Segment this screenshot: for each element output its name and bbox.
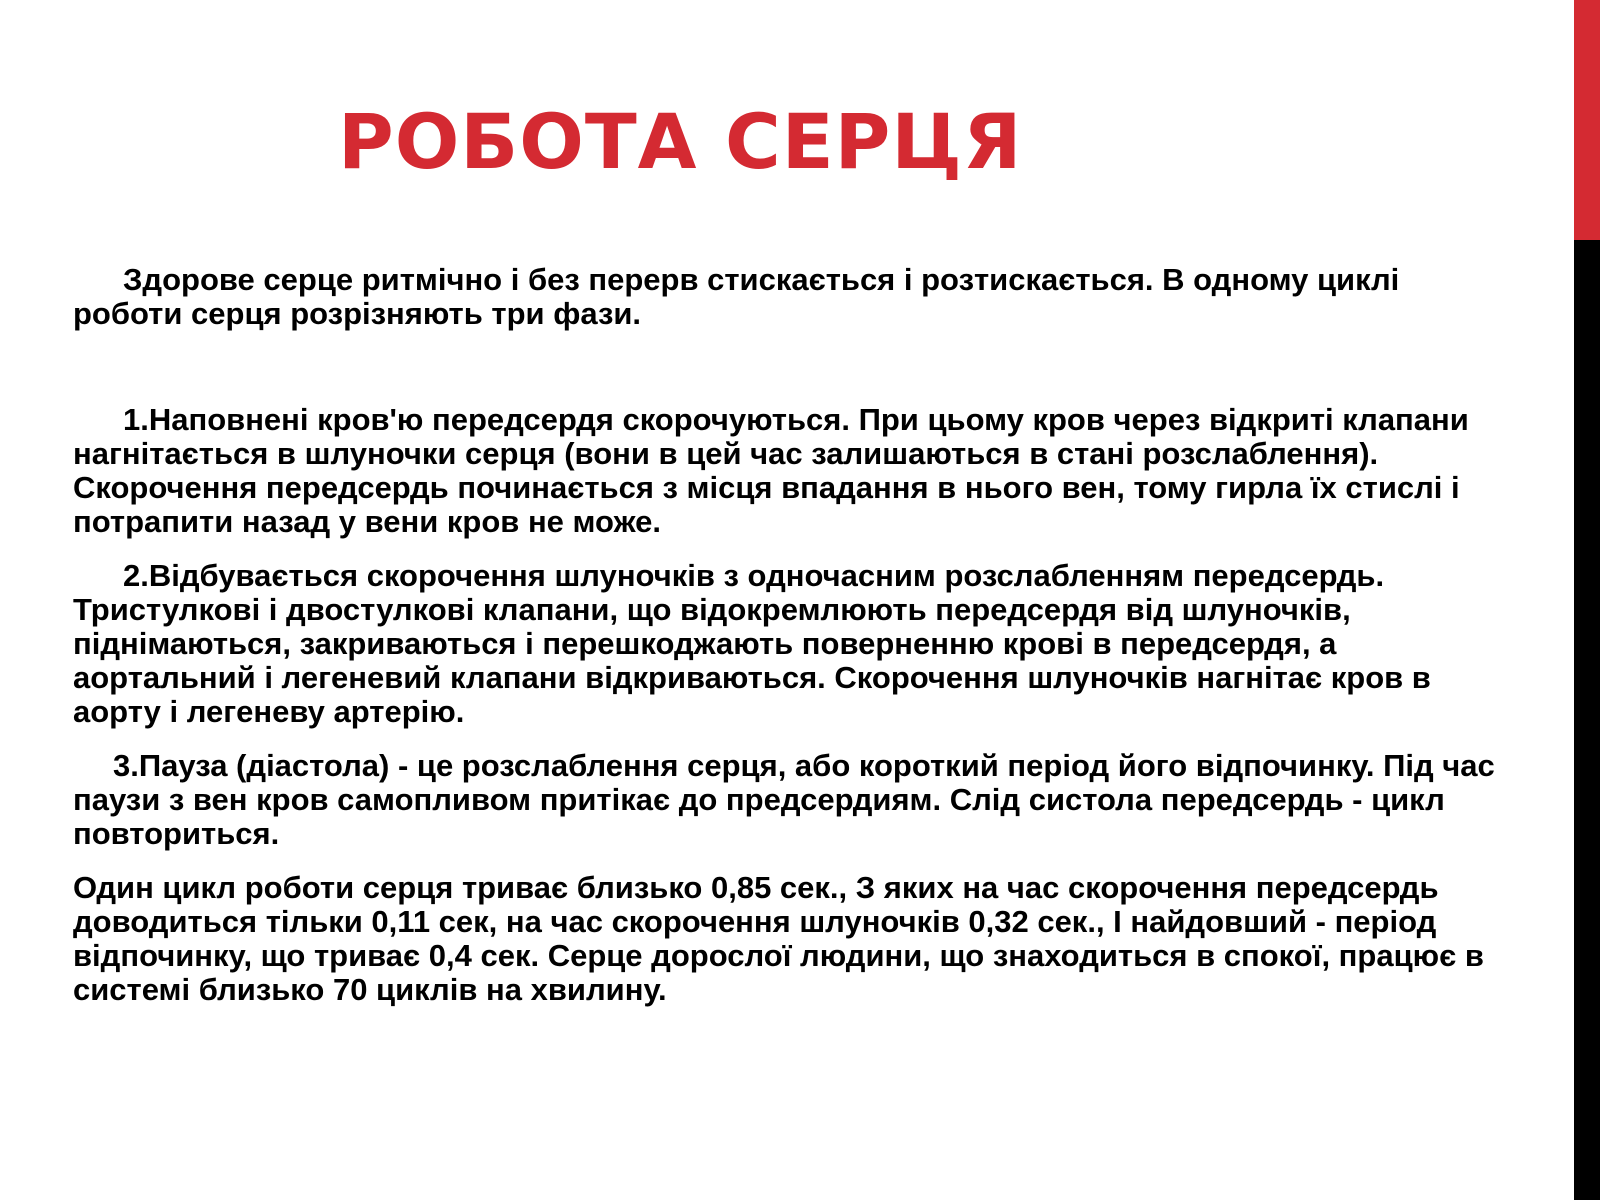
phase-3-paragraph: 3.Пауза (діастола) - це розслаблення серця, або короткий період його відпочинку. Під час паузи з вен кров самопливом притікає до предсердиям. Слід систола передсердь - цикл повториться.: [73, 748, 1495, 851]
slide-body: [73, 263, 1513, 1007]
slide-title: РОБОТА СЕРЦЯ: [338, 97, 1023, 186]
side-accent-bar-red: [1574, 0, 1600, 240]
cycle-summary-paragraph: Один цикл роботи серця триває близько 0,85 сек., З яких на час скорочення передсердь доводиться тільки 0,11 сек, на час скорочення шлуночків 0,32 сек., І найдовший - період відпочинку, що триває 0,4 сек. Серце дорослої людини, що знаходиться в спокої, працює в системі близько 70 циклів на хвилину.: [73, 870, 1484, 1007]
intro-paragraph: Здорове серце ритмічно і без перерв стискається і розтискається. В одному циклі роботи серця розрізняють три фази.: [73, 262, 1400, 331]
phase-1-paragraph: 1.Наповнені кров'ю передсердя скорочуються. При цьому кров через відкриті клапани нагнітається в шлуночки серця (вони в цей час залишаються в стані розслаблення). Скорочення передсердь починається з місця впадання в нього вен, тому гирла їх стислі і потрапити назад у вени кров не може.: [73, 402, 1469, 539]
side-accent-bar-black: [1574, 240, 1600, 1200]
phase-2-paragraph: 2.Відбувається скорочення шлуночків з одночасним розслабленням передсердь. Тристулкові і двостулкові клапани, що відокремлюють передсердя від шлуночків, піднімаються, закриваються і перешкоджають поверненню крові в передсердя, а аортальний і легеневий клапани відкриваються. Скорочення шлуночків нагнітає кров в аорту і легеневу артерію.: [73, 558, 1431, 729]
